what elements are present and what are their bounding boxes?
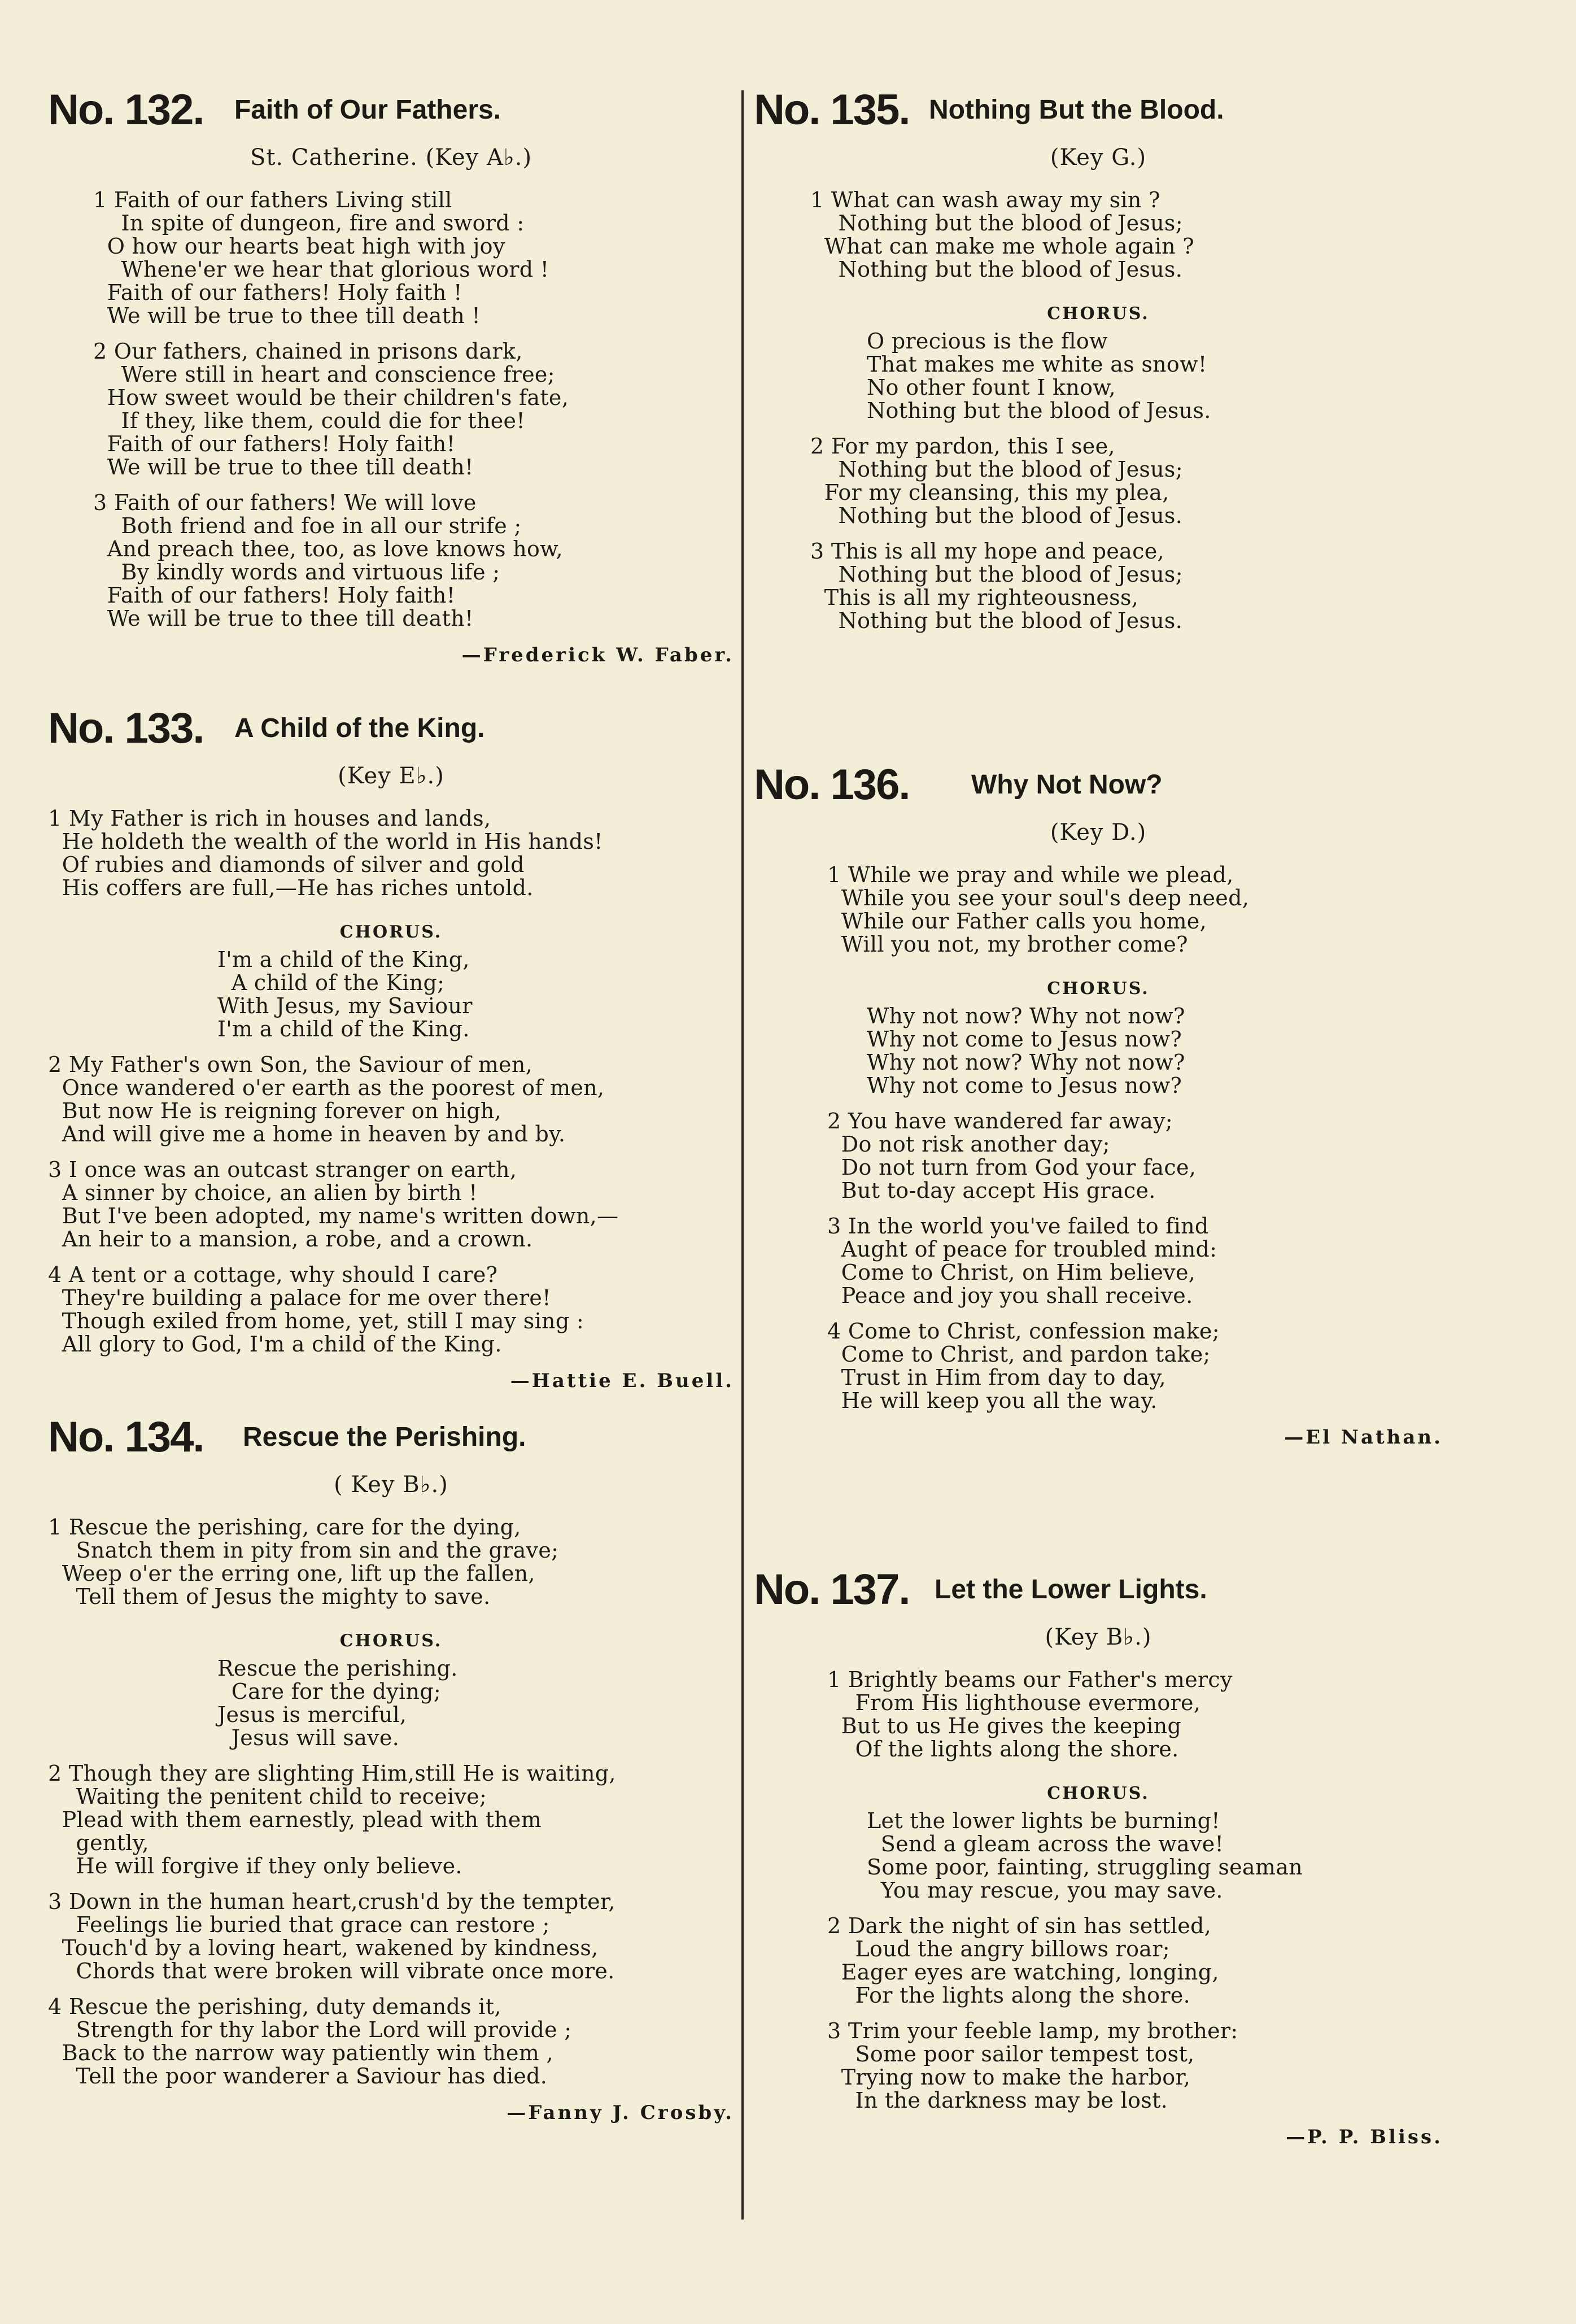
hymn-title: Why Not Now? <box>971 770 1163 800</box>
stanza-line: Trying now to make the harbor, <box>827 2065 1191 2090</box>
hymn-author: —Hattie E. Buell. <box>510 1370 734 1392</box>
stanza-line: We will be true to thee till death! <box>93 455 474 479</box>
hymn-number: No. 137. <box>754 1566 910 1614</box>
stanza <box>48 807 734 900</box>
stanza-line: He holdeth the wealth of the world in His hands! <box>48 829 603 854</box>
stanza-line: Do not risk another day; <box>827 1132 1110 1157</box>
hymn-key: ( Key B♭.) <box>334 1472 448 1498</box>
stanza-line: What can make me whole again ? <box>810 234 1194 259</box>
column-divider <box>741 90 744 2220</box>
stanza-line: Faith of our fathers! Holy faith ! <box>93 280 462 305</box>
stanza-line: We will be true to thee till death! <box>93 606 474 631</box>
chorus-line: That makes me white as snow! <box>867 352 1207 377</box>
hymn-number: No. 136. <box>754 761 910 809</box>
stanza <box>48 189 734 328</box>
stanza-line: By kindly words and virtuous life ; <box>93 560 500 585</box>
hymn-title: Rescue the Perishing. <box>243 1422 526 1452</box>
hymn-title: Let the Lower Lights. <box>935 1575 1207 1604</box>
stanza-line: While our Father calls you home, <box>827 909 1207 934</box>
stanza-line: Of the lights along the shore. <box>827 1737 1179 1761</box>
hymn-header <box>48 1406 734 1468</box>
stanza-line: Come to Christ, and pardon take; <box>827 1342 1211 1367</box>
stanza-line: For the lights along the shore. <box>827 1983 1190 2008</box>
hymn-number: No. 135. <box>754 86 910 134</box>
hymn-header <box>754 1559 1443 1621</box>
stanza-line: His coffers are full,—He has riches untold. <box>48 875 534 900</box>
stanza-line: Feelings lie buried that grace can restore ; <box>48 1912 550 1937</box>
stanza-line: Some poor sailor tempest tost, <box>827 2042 1195 2066</box>
stanza-line: But to us He gives the keeping <box>827 1713 1182 1738</box>
chorus-line: Some poor, fainting, struggling seaman <box>867 1855 1303 1880</box>
hymn-key: (Key D.) <box>1050 819 1147 845</box>
hymn-number: No. 132. <box>48 86 204 134</box>
stanza-line: 3 In the world you've failed to find <box>827 1214 1209 1239</box>
stanza-line: Back to the narrow way patiently win them , <box>48 2040 553 2065</box>
stanza-line: Tell the poor wanderer a Saviour has died. <box>48 2064 548 2088</box>
stanza <box>48 1053 734 1146</box>
chorus-line: Send a gleam across the wave! <box>867 1832 1224 1856</box>
stanza-line: Were still in heart and conscience free; <box>93 362 555 387</box>
stanza <box>754 864 1443 956</box>
stanza <box>48 340 734 479</box>
hymn-136 <box>754 754 1443 1450</box>
stanza-line: 1 Rescue the perishing, care for the dying, <box>48 1515 521 1540</box>
hymn-title: Faith of Our Fathers. <box>234 95 501 125</box>
stanza-line: Touch'd by a loving heart, wakened by kindness, <box>48 1935 599 1960</box>
hymn-134 <box>48 1406 734 2125</box>
chorus-line: Why not come to Jesus now? <box>867 1073 1182 1098</box>
stanza-line: While you see your soul's deep need, <box>827 886 1250 910</box>
hymn-key: (Key E♭.) <box>338 763 444 789</box>
stanza <box>48 1995 734 2088</box>
stanza-line: 3 Trim your feeble lamp, my brother: <box>827 2018 1238 2043</box>
stanza-line: 1 While we pray and while we plead, <box>827 862 1234 887</box>
stanza-line: An heir to a mansion, a robe, and a crown. <box>48 1227 533 1252</box>
stanza-line: Snatch them in pity from sin and the grave; <box>48 1538 559 1563</box>
stanza-line: A sinner by choice, an alien by birth ! <box>48 1180 478 1205</box>
stanza-line: Plead with them earnestly, plead with them <box>48 1807 542 1832</box>
stanza-line: 3 Down in the human heart,crush'd by the tempter, <box>48 1889 615 1914</box>
stanza-line: Peace and joy you shall receive. <box>827 1283 1193 1308</box>
stanza-line: Eager eyes are watching, longing, <box>827 1960 1219 1985</box>
stanza-line: In the darkness may be lost. <box>827 2088 1168 2113</box>
stanza-line: 3 Faith of our fathers! We will love <box>93 490 477 515</box>
hymn-135 <box>754 79 1443 633</box>
chorus-line: No other fount I know, <box>867 375 1116 400</box>
hymn-132 <box>48 79 734 668</box>
stanza-line: This is all my righteousness, <box>810 585 1139 610</box>
hymn-key: (Key B♭.) <box>1045 1624 1152 1650</box>
stanza-line: If they, like them, could die for thee! <box>93 408 525 433</box>
stanza-line: Aught of peace for troubled mind: <box>827 1237 1217 1262</box>
chorus-line: Why not now? Why not now? <box>867 1050 1185 1075</box>
chorus <box>754 330 1443 422</box>
hymn-133 <box>48 697 734 1393</box>
stanza-line: Though exiled from home, yet, still I may sing : <box>48 1309 584 1333</box>
stanza-line: But to-day accept His grace. <box>827 1178 1156 1203</box>
stanza-line: And will give me a home in heaven by and by. <box>48 1122 566 1146</box>
stanza-line: How sweet would be their children's fate, <box>93 385 569 410</box>
stanza-line: 1 Brightly beams our Father's mercy <box>827 1667 1233 1692</box>
chorus-line: Jesus is merciful, <box>217 1702 407 1727</box>
stanza-line: 2 Though they are slighting Him,still He is waiting, <box>48 1761 616 1786</box>
hymn-header <box>754 79 1443 141</box>
chorus <box>48 948 734 1041</box>
stanza-line: 1 My Father is rich in houses and lands, <box>48 806 491 831</box>
stanza-line: In spite of dungeon, fire and sword : <box>93 211 525 236</box>
stanza-line: 2 Dark the night of sin has settled, <box>827 1913 1212 1938</box>
stanza <box>754 2020 1443 2112</box>
chorus-line: Let the lower lights be burning! <box>867 1808 1220 1833</box>
stanza-line: But I've been adopted, my name's written down,— <box>48 1204 619 1228</box>
stanza-line: Do not turn from God your face, <box>827 1155 1197 1180</box>
hymn-author: —Frederick W. Faber. <box>461 644 734 666</box>
hymn-key: (Key G.) <box>1050 145 1147 171</box>
stanza-line: Strength for thy labor the Lord will provide ; <box>48 2017 572 2042</box>
stanza-line: Weep o'er the erring one, lift up the fallen, <box>48 1561 535 1586</box>
stanza-line: Loud the angry billows roar; <box>827 1937 1170 1961</box>
stanza-line: Will you not, my brother come? <box>827 932 1188 957</box>
stanza-line: All glory to God, I'm a child of the King. <box>48 1332 502 1357</box>
stanza-line: He will forgive if they only believe. <box>48 1854 462 1878</box>
stanza-line: Of rubies and diamonds of silver and gold <box>48 852 525 877</box>
hymn-author: —El Nathan. <box>1284 1426 1443 1449</box>
stanza-line: 4 Rescue the perishing, duty demands it, <box>48 1994 501 2019</box>
stanza <box>754 1320 1443 1412</box>
stanza-line: Once wandered o'er earth as the poorest of men, <box>48 1075 605 1100</box>
stanza-line: But now He is reigning forever on high, <box>48 1098 501 1123</box>
stanza-line: Chords that were broken will vibrate once more. <box>48 1959 615 1983</box>
hymn-author: —Fanny J. Crosby. <box>507 2101 734 2124</box>
stanza-line: gently, <box>48 1830 149 1855</box>
hymn-header <box>754 754 1443 816</box>
stanza-line: 1 Faith of our fathers Living still <box>93 188 452 212</box>
chorus-line: O precious is the flow <box>867 329 1108 354</box>
stanza-line: 2 For my pardon, this I see, <box>810 434 1115 459</box>
stanza <box>754 1215 1443 1307</box>
chorus-line: I'm a child of the King, <box>217 947 470 972</box>
chorus-line: Jesus will save. <box>217 1725 400 1750</box>
hymn-header <box>48 79 734 141</box>
stanza-line: Nothing but the blood of Jesus. <box>810 503 1183 528</box>
chorus-line: Care for the dying; <box>217 1679 441 1704</box>
stanza-line: 3 I once was an outcast stranger on earth, <box>48 1157 517 1182</box>
chorus-label: CHORUS. <box>339 1631 443 1651</box>
stanza-line: Nothing but the blood of Jesus; <box>810 562 1183 587</box>
chorus-line: A child of the King; <box>217 970 445 995</box>
stanza <box>48 1762 734 1878</box>
stanza-line: From His lighthouse evermore, <box>827 1690 1201 1715</box>
stanza-line: Both friend and foe in all our strife ; <box>93 513 522 538</box>
stanza-line: 2 Our fathers, chained in prisons dark, <box>93 339 523 364</box>
hymn-title: A Child of the King. <box>234 713 485 743</box>
stanza-line: 4 A tent or a cottage, why should I care? <box>48 1262 498 1287</box>
stanza <box>48 1890 734 1983</box>
stanza-line: Nothing but the blood of Jesus; <box>810 211 1183 236</box>
hymn-key: St. Catherine. (Key A♭.) <box>250 145 532 171</box>
stanza <box>754 540 1443 633</box>
stanza <box>48 491 734 630</box>
stanza-line: Faith of our fathers! Holy faith! <box>93 583 456 608</box>
hymn-title: Nothing But the Blood. <box>929 95 1224 125</box>
chorus-label: CHORUS. <box>1047 304 1150 324</box>
hymn-number: No. 133. <box>48 704 204 752</box>
stanza-line: We will be true to thee till death ! <box>93 303 481 328</box>
stanza <box>48 1158 734 1251</box>
chorus-line: I'm a child of the King. <box>217 1017 470 1041</box>
stanza-line: He will keep you all the way. <box>827 1388 1158 1413</box>
chorus-line: Why not now? Why not now? <box>867 1004 1185 1028</box>
stanza-line: Faith of our fathers! Holy faith! <box>93 431 456 456</box>
stanza <box>754 1668 1443 1761</box>
hymn-header <box>48 697 734 760</box>
chorus-label: CHORUS. <box>1047 979 1150 999</box>
chorus <box>754 1005 1443 1097</box>
stanza-line: O how our hearts beat high with joy <box>93 234 505 259</box>
stanza-line: Whene'er we hear that glorious word ! <box>93 257 549 282</box>
stanza-line: 1 What can wash away my sin ? <box>810 188 1160 212</box>
chorus <box>48 1657 734 1750</box>
stanza <box>754 1110 1443 1202</box>
chorus-line: Why not come to Jesus now? <box>867 1027 1182 1052</box>
stanza-line: 2 You have wandered far away; <box>827 1109 1173 1133</box>
stanza <box>754 189 1443 281</box>
stanza-line: Waiting the penitent child to receive; <box>48 1784 487 1809</box>
chorus <box>754 1810 1443 1902</box>
stanza-line: For my cleansing, this my plea, <box>810 480 1169 505</box>
chorus-label: CHORUS. <box>1047 1784 1150 1803</box>
stanza-line: 4 Come to Christ, confession make; <box>827 1319 1220 1344</box>
stanza-line: Trust in Him from day to day, <box>827 1365 1166 1390</box>
stanza-line: And preach thee, too, as love knows how, <box>93 537 563 561</box>
stanza <box>48 1263 734 1356</box>
stanza-line: 3 This is all my hope and peace, <box>810 539 1164 564</box>
stanza-line: Nothing but the blood of Jesus. <box>810 608 1183 633</box>
chorus-label: CHORUS. <box>339 922 443 942</box>
stanza-line: 2 My Father's own Son, the Saviour of men, <box>48 1052 532 1077</box>
stanza-line: Nothing but the blood of Jesus; <box>810 457 1183 482</box>
chorus-line: Rescue the perishing. <box>217 1656 458 1681</box>
stanza-line: Tell them of Jesus the mighty to save. <box>48 1584 491 1609</box>
stanza-line: They're building a palace for me over there! <box>48 1285 551 1310</box>
stanza <box>754 1915 1443 2007</box>
chorus-line: With Jesus, my Saviour <box>217 993 473 1018</box>
stanza <box>48 1516 734 1608</box>
hymn-author: —P. P. Bliss. <box>1286 2126 1443 2148</box>
hymn-137 <box>754 1559 1443 2149</box>
hymn-number: No. 134. <box>48 1413 204 1461</box>
stanza-line: Nothing but the blood of Jesus. <box>810 257 1183 282</box>
chorus-line: Nothing but the blood of Jesus. <box>867 398 1211 423</box>
stanza-line: Come to Christ, on Him believe, <box>827 1260 1196 1285</box>
chorus-line: You may rescue, you may save. <box>867 1878 1223 1903</box>
stanza <box>754 435 1443 527</box>
